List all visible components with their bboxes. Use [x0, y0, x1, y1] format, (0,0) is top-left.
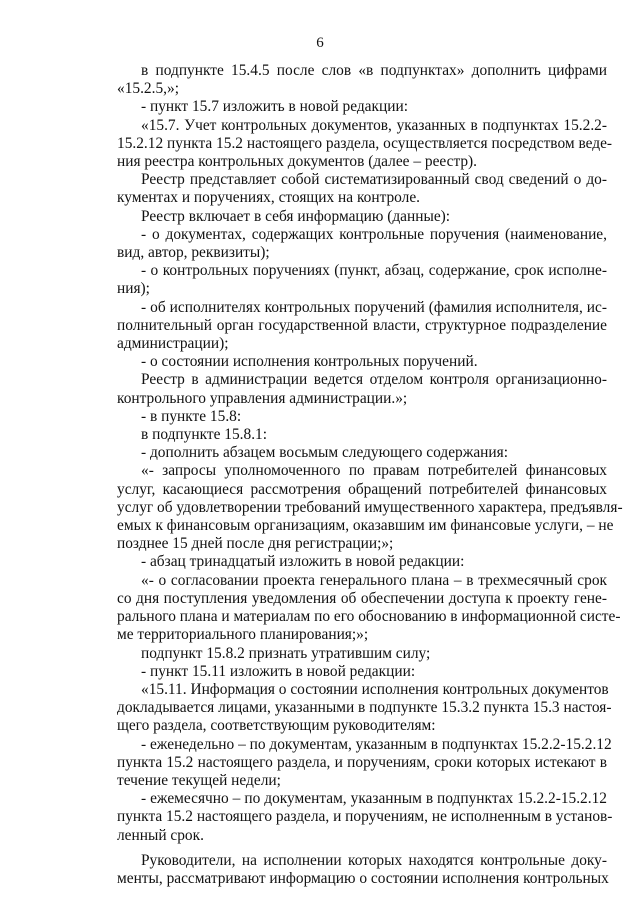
paragraph	[117, 171, 607, 207]
paragraph	[117, 680, 612, 736]
paragraph	[117, 299, 607, 354]
paragraph	[117, 116, 613, 172]
text-line: ния реестра контрольных документов (далее – реестр).	[117, 153, 478, 171]
text-line: кументах и поручениях, стоящих на контроле.	[117, 189, 421, 207]
text-line: емых к финансовым организациям, оказавшим им финансовые услуги, – не	[117, 517, 614, 535]
text-line: Реестр в администрации ведется отделом контроля организационно-	[141, 371, 607, 389]
text-line: щего раздела, соответствующим руководителям:	[117, 717, 436, 735]
paragraph	[117, 645, 607, 663]
text-line: услуг, касающиеся рассмотрения обращений потребителей финансовых	[117, 480, 607, 498]
text-line: ния);	[117, 280, 150, 298]
text-line: 15.2.12 пункта 15.2 настоящего раздела, осуществляется посредством веде-	[117, 134, 613, 152]
text-line: пункта 15.2 настоящего раздела, и поручениям, не исполненным в установ-	[117, 808, 613, 826]
text-line: докладывается лицами, указанными в подпункте 15.3.2 пункта 15.3 настоя-	[117, 699, 612, 717]
text-line: - еженедельно – по документам, указанным в подпунктах 15.2.2-15.2.12	[141, 735, 612, 753]
text-line: со дня поступления уведомления об обеспечении доступа к проекту гене-	[117, 589, 607, 607]
text-line: контрольного управления администрации.»;	[117, 389, 408, 407]
text-line: Реестр включает в себя информацию (данные):	[141, 207, 451, 225]
paragraph	[117, 353, 607, 371]
text-line: в подпункте 15.8.1:	[141, 426, 268, 444]
text-line: ленный срок.	[117, 826, 204, 844]
text-line: «15.11. Информация о состоянии исполнения контрольных документов	[141, 680, 609, 698]
text-line: подпункт 15.8.2 признать утратившим силу;	[141, 644, 431, 662]
text-line: - в пункте 15.8:	[141, 407, 242, 425]
text-line: - о контрольных поручениях (пункт, абзац, содержание, срок исполне-	[141, 262, 607, 280]
text-line: в подпункте 15.4.5 после слов «в подпунктах» дополнить цифрами	[141, 62, 607, 79]
paragraph	[117, 208, 607, 226]
text-line: - об исполнителях контрольных поручений (фамилия исполнителя, ис-	[141, 298, 607, 316]
text-line: - абзац тринадцатый изложить в новой редакции:	[141, 553, 465, 571]
paragraph	[117, 371, 607, 407]
paragraph	[117, 262, 607, 298]
paragraph	[117, 462, 623, 553]
text-line: полнительный орган государственной власти, структурное подразделение	[117, 316, 607, 334]
text-line: «- запросы уполномоченного по правам потребителей финансовых	[141, 462, 607, 480]
text-line: вид, автор, реквизиты);	[117, 244, 270, 262]
paragraph	[117, 790, 613, 845]
text-line: Реестр представляет собой систематизированный свод сведений о до-	[141, 171, 607, 189]
paragraph	[117, 408, 607, 426]
text-line: - дополнить абзацем восьмым следующего содержания:	[141, 444, 509, 462]
paragraph	[117, 444, 607, 462]
paragraph	[117, 62, 607, 98]
text-line: - пункт 15.7 изложить в новой редакции:	[141, 98, 408, 116]
text-line: пункта 15.2 настоящего раздела, и поручениям, сроки которых истекают в	[117, 753, 607, 771]
text-line: администрации);	[117, 335, 229, 353]
paragraph	[117, 426, 607, 444]
paragraph	[117, 735, 612, 791]
text-line: «- о согласовании проекта генерального плана – в трехмесячный срок	[141, 571, 607, 589]
document-body	[117, 62, 623, 888]
text-line: течение текущей недели;	[117, 771, 281, 789]
text-line: «15.2.5,»;	[117, 80, 179, 98]
text-line: - пункт 15.11 изложить в новой редакции:	[141, 662, 416, 680]
text-line: услуг об удовлетворении требований имущественного характера, предъявля-	[117, 498, 623, 516]
paragraph	[117, 571, 621, 645]
text-line: ме территориального планирования;»;	[117, 626, 369, 644]
text-line: - ежемесячно – по документам, указанным в подпунктах 15.2.2-15.2.12	[141, 790, 607, 808]
text-line: менты, рассматривают информацию о состоянии исполнения контрольных	[117, 869, 609, 887]
text-line: - о состоянии исполнения контрольных поручений.	[141, 353, 478, 371]
text-line: позднее 15 дней после дня регистрации;»;	[117, 535, 394, 553]
paragraph	[117, 553, 607, 571]
text-line: «15.7. Учет контрольных документов, указанных в подпунктах 15.2.2-	[141, 116, 607, 134]
text-line: Руководители, на исполнении которых находятся контрольные доку-	[141, 851, 607, 869]
paragraph	[117, 852, 607, 888]
text-line: - о документах, содержащих контрольные поручения (наименование,	[141, 225, 607, 243]
page-number: 6	[316, 35, 324, 51]
paragraph	[117, 663, 607, 681]
paragraph	[117, 98, 607, 116]
paragraph	[117, 226, 607, 262]
text-line: рального плана и материалам по его обоснованию в информационной систе-	[117, 608, 621, 626]
